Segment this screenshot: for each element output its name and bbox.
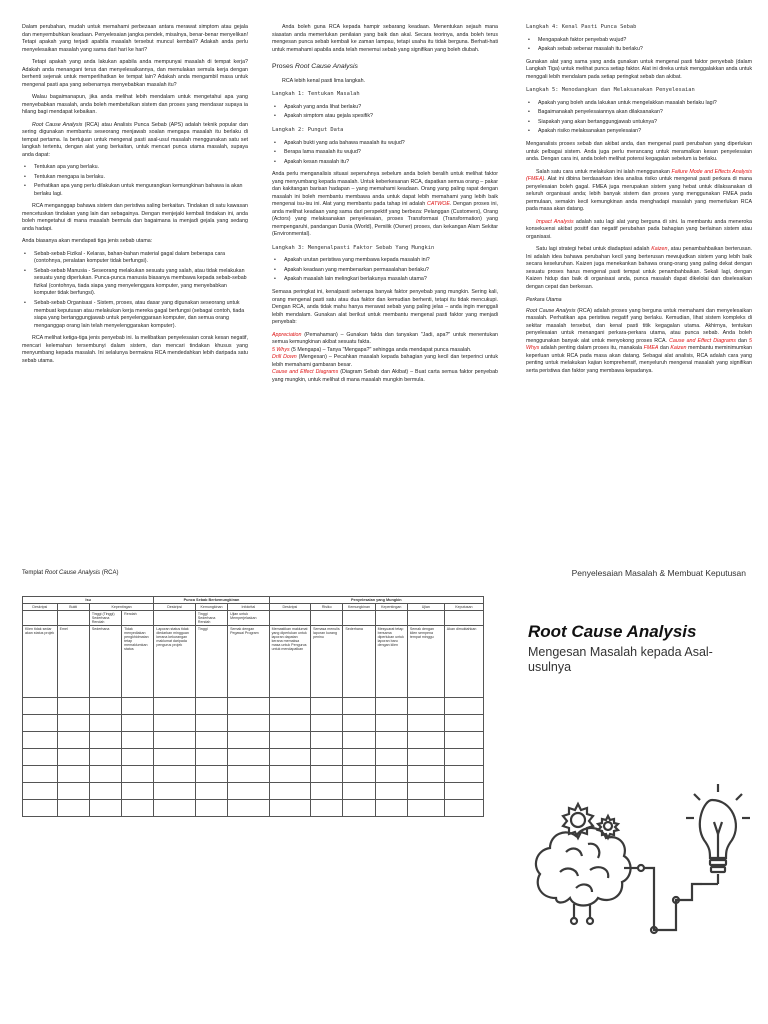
- cell[interactable]: [57, 783, 89, 800]
- cell[interactable]: Sederhana: [343, 626, 375, 698]
- cell[interactable]: [444, 715, 483, 732]
- cell[interactable]: Semasa menulis laporan kurang peninu: [311, 626, 343, 698]
- list: [22, 164, 248, 198]
- text: Satu lagi strategi hebat untuk diadaptasi adalah: [536, 246, 652, 253]
- list-item: • Tentukan mengapa ia berlaku.: [22, 174, 248, 182]
- table-row: [23, 749, 484, 766]
- tool-link[interactable]: FMEA: [643, 345, 659, 352]
- list-item: • Apakah bukti yang ada bahawa masalah itu wujud?: [272, 140, 498, 148]
- cell[interactable]: [407, 766, 444, 783]
- cell[interactable]: [444, 611, 483, 626]
- cell[interactable]: [343, 766, 375, 783]
- group-header: Isu: [23, 597, 154, 604]
- table-row: [23, 732, 484, 749]
- cell[interactable]: [269, 766, 310, 783]
- text: dan: [735, 337, 750, 344]
- column-1: [22, 24, 248, 370]
- brochure-title: Root Cause Analysis: [528, 622, 697, 641]
- cell[interactable]: [311, 611, 343, 626]
- cell[interactable]: [343, 800, 375, 817]
- cell[interactable]: [89, 715, 121, 732]
- cell[interactable]: [23, 732, 58, 749]
- paragraph: [526, 308, 752, 376]
- cell[interactable]: [269, 800, 310, 817]
- list-item: • Apakah masalah lain melingkari berlakunya masalah utama?: [272, 276, 498, 284]
- text: , atau penambahbaikan berterusan. Ini adalah idea bahawa perubahan kecil yang berterusan mewujudkan sistem yang lebih baik secara keseluruhan. Kaizen juga menekankan bahawa orang-orang yang paling dekat dengan sesuatu proses harus mengenal pasti tempat untuk penambahbaikan. Sekali lagi, dengan Kaizen hidup dan baik di organisasi anda, punca masalah dapat dikelolai dan diselesaikan dengan cepat dan berkesan.: [526, 246, 752, 290]
- paragraph: Dalam perubahan, mudah untuk memahami perbezaan antara merawat simptom atau gejala dan menyembuhkan keadaan. Penyelesaian jangka pendek, misalnya, benar-benar menyelikan! Tetapi apakah yang terjadi apabila masalah tersebut muncul kembali? Adakah anda perlu menyelesaikan masalah yang sama dari hari ke hari?: [22, 24, 248, 53]
- paragraph: [526, 246, 752, 291]
- cell[interactable]: [57, 766, 89, 783]
- paragraph: Anda boleh guna RCA kepada hampir sebarang keadaan. Menentukan sejauh mana siasatan anda memerlukan penilaian yang baik dan akal. Secara teorinya, anda boleh terus mengesan punca sebab kembali ke zaman lampau, tetapi usaha itu tidak berguna. Berhati-hati untuk memahami apabila anda telah menemui sebab yang signifikan yang boleh diubah.: [272, 24, 498, 53]
- text: Proses: [272, 63, 296, 71]
- gear-icon: [563, 804, 618, 838]
- paragraph: [526, 219, 752, 242]
- lightbulb-icon: [686, 784, 750, 884]
- paragraph: Menganalisis proses sebab dan akibat anda, dan mengenal pasti perubahan yang diperlukan untuk pelbagai sistem. Anda juga perlu merancang untuk meramalkan kesan penyelesaian anda. Dengan cara ini, anda boleh melihat potensi kegagalan sebelum ia berlaku.: [526, 140, 752, 163]
- list: [272, 104, 498, 121]
- list: [272, 257, 498, 284]
- list-item: • Sebab-sebab Manusia - Seseorang melakukan sesuatu yang salah, atau tidak melakukan sesuatu yang diperlukan. Punca-punca manusia biasanya membawa kepada sebab-sebab fizikal (contohnya, tiada siapa yang menyelenggara komputer, yang menyebabkan komputer tidak berfungsi).: [22, 268, 248, 298]
- cell[interactable]: [311, 732, 343, 749]
- cell[interactable]: [407, 698, 444, 715]
- cell[interactable]: [57, 715, 89, 732]
- cell[interactable]: Klien tidak sedar akan status projek: [23, 626, 58, 698]
- column-header: Bukti: [57, 604, 89, 611]
- list-item: • Apakah yang anda lihat berlaku?: [272, 104, 498, 112]
- table-row: [23, 783, 484, 800]
- cell[interactable]: [89, 800, 121, 817]
- paragraph: Semasa peringkat ini, kenalpasti seberapa banyak faktor penyebab yang mungkin. Sering kali, orang mengenal pasti satu atau dua faktor dan kemudian berhenti, tetapi itu tidak mencukupi. Dengan RCA, anda tidak mahu hanya merawat sebab yang paling jelas – anda ingin menggali lebih mendalam. Gunakan alat berikut untuk membantu mengenal pasti faktor yang menjadi penyebab:: [272, 289, 498, 326]
- text: Templat: [22, 570, 45, 576]
- tool-link[interactable]: Kaizen: [670, 345, 687, 352]
- cell[interactable]: [407, 611, 444, 626]
- paragraph: RCA melihat ketiga-tiga jenis penyebab ini. Ia melibatkan penyelesaian corak kesan negatif, mencari kelemahan tersembunyi dalam sistem, dan mencari tindakan khusus yang menyumbang kepada masalah. Ini selalunya bermakna RCA mendedahkan lebih daripada satu sebab utama.: [22, 335, 248, 364]
- cell[interactable]: Laporan status tidak diedarkan mingguan kerana kekurangan maklumat daripada pengurus projek: [154, 626, 195, 698]
- cell[interactable]: [195, 800, 227, 817]
- list-item: • Sebab-sebab Organisasi - Sistem, proses, atau dasar yang digunakan seseorang untuk membuat keputusan atau melakukan kerja mereka gagal berfungsi (sebagai contoh, tiada siapa yang bertanggungjawab untuk penyelenggaraan komputer, dan semua orang menganggap orang lain telah menyelenggarakan komputer).: [22, 300, 248, 330]
- cell[interactable]: Semak dengan Pegawai Program: [228, 626, 269, 698]
- tool-link[interactable]: 5 Whys: [526, 337, 752, 352]
- cell[interactable]: [269, 715, 310, 732]
- tool-link[interactable]: Appreciation: [272, 331, 302, 338]
- cell[interactable]: Emel: [57, 626, 89, 698]
- step-title: Langkah 3: Mengenalpasti Faktor Sebab Yang Mungkin: [272, 244, 435, 251]
- text: Anda perlu menganalisis situasi sepenuhnya sebelum anda boleh beralih untuk melihat faktor yang menyumbang kepada masalah. Untuk keberkesanan RCA, dapatkan semua orang – pakar dan kakitangan barisan hadapan – yang memahami keadaan. Orang yang paling rapat dengan masalah ini boleh membantu membawa anda untuk dapat lebih memahami yang lebih baik mengenai isu-isu ini. Alat yang membantu pada tahap ini adalah: [272, 171, 498, 208]
- list-item: • Siapakah yang akan bertanggungjawab untuknya?: [526, 119, 752, 127]
- list: [526, 100, 752, 136]
- paragraph: [272, 332, 498, 385]
- column-header: Keputusan: [444, 604, 483, 611]
- cell[interactable]: [228, 800, 269, 817]
- cell[interactable]: [444, 800, 483, 817]
- column-header: Deskripsi: [154, 604, 195, 611]
- cell[interactable]: [122, 698, 154, 715]
- list-item: • Mengapakah faktor penyebab wujud?: [526, 37, 752, 45]
- cell[interactable]: [311, 766, 343, 783]
- list-item: • Apakah yang boleh anda lakukan untuk mengelakkan masalah berlaku lagi?: [526, 100, 752, 108]
- cell[interactable]: [23, 766, 58, 783]
- cell[interactable]: Memastikan maklumat yang diperlukan untuk laporan dapatan kerana memaksa masa untuk Pengurus untuk mendapatkan: [269, 626, 310, 698]
- column-2: [272, 24, 498, 389]
- text: (Pemahaman) – Gunakan fakta dan tanyakan "Jadi, apa?" untuk menentukan semua kemungkinan akibat sesuatu fakta.: [272, 331, 498, 346]
- list-item: • Apakah simptom atau gejala spesifik?: [272, 113, 498, 121]
- cell: Ujian untuk Memperjelaskan: [228, 611, 269, 626]
- cell[interactable]: [154, 800, 195, 817]
- brain-icon: [536, 828, 644, 924]
- cell[interactable]: [375, 715, 407, 732]
- term: Root Cause Analysis: [32, 121, 83, 128]
- tool-link[interactable]: Cause and Effect Diagrams: [669, 337, 736, 344]
- tool-link[interactable]: Impact Analysis: [536, 218, 574, 225]
- cell[interactable]: [122, 800, 154, 817]
- step-title: Langkah 1: Tentukan Masalah: [272, 91, 360, 98]
- cell: Tinggi (Tinggi) Sederhana Rendah: [89, 611, 121, 626]
- cell[interactable]: [154, 715, 195, 732]
- list-item: • Apakah risiko melaksanakan penyelesaian?: [526, 128, 752, 136]
- cell[interactable]: [228, 749, 269, 766]
- text: (RCA) adalah proses yang berguna untuk memahami dan menyelesaikan masalah. Perhatikan apa peristiwa negatif yang berlaku. Kemudian, lihat sistem kompleks di sekitar masalah tersebut, dan kenal pasti titik kegagalan utama. Akhirnya, tentukan penyelesaian untuk menangani perkara-perkara utama, atau punca sebab. Anda boleh menggunakan banyak alat untuk menyokong proses RCA.: [526, 307, 752, 344]
- cell[interactable]: [195, 732, 227, 749]
- cell[interactable]: [311, 698, 343, 715]
- column-3: [526, 24, 752, 380]
- cell[interactable]: [23, 749, 58, 766]
- cell[interactable]: [195, 783, 227, 800]
- cell[interactable]: [407, 715, 444, 732]
- section-title: [272, 62, 498, 72]
- cell[interactable]: [23, 698, 58, 715]
- text: (RCA) atau Analisis Punca Sebab (APS) adalah teknik popular dan sering digunakan membantu seseorang menjawab soalan mengapa masalah itu berlaku di tempat pertama. Ia bertujuan untuk mengenal pasti asal-usul masalah menggunakan satu set langkah tertentu, dengan alat yang berkaitan, untuk mencari punca utama masalah, supaya anda dapat:: [22, 121, 248, 158]
- step-title: Langkah 5: Menodangkan dan Melaksanakan Penyelesaian: [526, 87, 695, 94]
- cell[interactable]: [444, 783, 483, 800]
- cell[interactable]: [122, 766, 154, 783]
- cell[interactable]: [89, 749, 121, 766]
- cell[interactable]: [375, 698, 407, 715]
- table-row: [23, 698, 484, 715]
- text: membantu meminimumkan keperluan untuk RCA pada masa akan datang. Sebagai alat analisis, RCA adalah cara yang penting untuk melakukan kajian komprehensif, menyeluruh mengenal masalah yang signifikan serta peristiwa dan faktor yang membawa kepadanya.: [526, 345, 752, 374]
- cell[interactable]: Tidak menyediakan pengkhidmatan tetap memaklumkan status: [122, 626, 154, 698]
- cell[interactable]: [444, 698, 483, 715]
- cell[interactable]: Mesyuarat tetap bersama diperlukan untuk laporan baru dengan klien: [375, 626, 407, 698]
- cell[interactable]: [407, 732, 444, 749]
- list-item: • Tentukan apa yang berlaku.: [22, 164, 248, 172]
- paragraph: [526, 169, 752, 214]
- cell[interactable]: [343, 611, 375, 626]
- cell[interactable]: [122, 715, 154, 732]
- cell[interactable]: [89, 698, 121, 715]
- template-caption: [22, 570, 119, 576]
- cell: Rendah: [122, 611, 154, 626]
- cell[interactable]: [343, 783, 375, 800]
- cell[interactable]: Semak dengan klien sempena tempat minggu: [407, 626, 444, 698]
- list-item: • Berapa lama masalah itu wujud?: [272, 149, 498, 157]
- list-item: • Apakah urutan peristiwa yang membawa kepada masalah ini?: [272, 257, 498, 265]
- cell[interactable]: [57, 698, 89, 715]
- cell[interactable]: [311, 783, 343, 800]
- tool-link[interactable]: Kaizen: [651, 246, 668, 253]
- list-item: • Sebab-sebab Fizikal - Kelaras, bahan-bahan material gagal dalam beberapa cara (contohnya, peralatan komputer tidak berfungsi).: [22, 251, 248, 266]
- key-points-heading: Perkara Utama: [526, 297, 562, 304]
- brochure-subtitle: Mengesan Masalah kepada Asal-usulnya: [528, 645, 713, 675]
- term: Root Cause Analysis: [295, 63, 358, 71]
- column-header: Deskripsi: [269, 604, 310, 611]
- cell[interactable]: Sederhana: [89, 626, 121, 698]
- list-item: • Apakah keadaan yang membenarkan permasalahan berlaku?: [272, 267, 498, 275]
- cell[interactable]: Tinggi: [195, 626, 227, 698]
- tool-link[interactable]: 5 Whys: [272, 346, 290, 353]
- cell[interactable]: [89, 732, 121, 749]
- text: adalah satu lagi alat yang berguna di sini. Ia membantu anda meneroka konsekuensi akibat positif dan negatif perubahan pada bahagian yang berlainan sistem atau organisasi.: [526, 218, 752, 240]
- text: . Dengan proses ini, anda melihat keadaan yang sama dari perspektif yang berbeza: Pelanggan (Customers), Orang (Actors) yang melaksanakan penyelesaian, proses Transformasi (Transformation) yang mempengaruhi, pandangan Dunia (World), Pemilik (Owner) proses, dan kekangan Alam Sekitar (Environmental).: [272, 201, 498, 238]
- cell[interactable]: [57, 732, 89, 749]
- cell[interactable]: [89, 783, 121, 800]
- column-header: Kepentingan: [375, 604, 407, 611]
- group-header: Punca Sebab Berkemungkinan: [154, 597, 269, 604]
- table-row: [23, 766, 484, 783]
- list: [272, 140, 498, 167]
- cell[interactable]: [311, 749, 343, 766]
- cell[interactable]: [122, 732, 154, 749]
- cell[interactable]: [375, 783, 407, 800]
- cell[interactable]: [311, 800, 343, 817]
- cell[interactable]: [23, 783, 58, 800]
- paragraph: [22, 122, 248, 160]
- text: (Diagram Sebab dan Akibat) – Buat carta semua faktor penyebab yang mungkin, untuk melihat di mana masalah mungkin bermula.: [272, 369, 498, 383]
- cell[interactable]: [57, 749, 89, 766]
- cell[interactable]: [122, 749, 154, 766]
- cell[interactable]: [122, 783, 154, 800]
- list-item: • Apakah sebab sebenar masalah itu berlaku?: [526, 46, 752, 54]
- cell[interactable]: Akan dimuktahkan: [444, 626, 483, 698]
- cell[interactable]: [311, 715, 343, 732]
- term: Root Cause Analysis: [526, 307, 576, 314]
- paragraph: Anda biasanya akan mendapati tiga jenis sebab utama:: [22, 238, 153, 245]
- term: Root Cause Analysis: [44, 570, 101, 576]
- tool-link[interactable]: Failure Mode and Effects Analysis (FMEA): [526, 168, 752, 183]
- cell[interactable]: [444, 732, 483, 749]
- cell[interactable]: [269, 611, 310, 626]
- cell[interactable]: [89, 766, 121, 783]
- tool-link[interactable]: CATWOE: [427, 201, 450, 208]
- paragraph: RCA menganggap bahawa sistem dan peristiwa saling berkaitan. Tindakan di satu kawasan mencetuskan tindakan yang lain dan sebagainya. Dengan menjejaki kembali tindakan ini, anda boleh mengetahui di mana masalah bermula dan bagaimana ia menjadi gejala yang sedang anda hadapi.: [22, 203, 248, 232]
- table-row: [23, 715, 484, 732]
- cell[interactable]: [375, 766, 407, 783]
- cell[interactable]: [228, 783, 269, 800]
- text: Salah satu cara untuk melakukan ini ialah menggunakan: [536, 168, 672, 175]
- list: [526, 37, 752, 54]
- column-header: Deskripsi: [23, 604, 58, 611]
- cell[interactable]: [154, 766, 195, 783]
- cell[interactable]: [57, 611, 89, 626]
- cell[interactable]: [23, 611, 58, 626]
- cell[interactable]: [228, 732, 269, 749]
- cell[interactable]: [375, 611, 407, 626]
- text: (RCA): [100, 570, 119, 576]
- cell[interactable]: [407, 749, 444, 766]
- cell[interactable]: [195, 698, 227, 715]
- step-title: Langkah 2: Pungut Data: [272, 126, 344, 133]
- paragraph: Walau bagaimanapun, jika anda melihat lebih mendalam untuk mengetahui apa yang menyebabkan masalah, anda boleh membetulkan sistem dan proses yang mendasar supaya ia hilang bagi mendapat kebaikan.: [22, 94, 248, 116]
- cell[interactable]: [195, 766, 227, 783]
- cell: Tinggi Sederhana Rendah: [195, 611, 227, 626]
- table-row: [23, 626, 484, 698]
- cell[interactable]: [195, 749, 227, 766]
- cell[interactable]: [444, 766, 483, 783]
- column-header: Kemungkinan: [343, 604, 375, 611]
- cell[interactable]: [343, 715, 375, 732]
- cell[interactable]: [57, 800, 89, 817]
- cell[interactable]: [154, 611, 195, 626]
- column-header: Risiko: [311, 604, 343, 611]
- column-header: Ujian: [407, 604, 444, 611]
- cell[interactable]: [269, 698, 310, 715]
- cell[interactable]: [343, 732, 375, 749]
- cell[interactable]: [269, 749, 310, 766]
- cell[interactable]: [154, 783, 195, 800]
- text: (Mengesan) – Pecahkan masalah kepada bahagian yang kecil dan terperinci untuk lebih memahami gambaran besar.: [272, 354, 498, 368]
- cell[interactable]: [444, 749, 483, 766]
- table-row: [23, 800, 484, 817]
- list-item: • Bagaimanakah penyelesaiannya akan dilaksanakan?: [526, 109, 752, 117]
- cell[interactable]: [407, 800, 444, 817]
- text: adalah penting dalam proses itu, manakala: [539, 345, 644, 352]
- cell[interactable]: [375, 800, 407, 817]
- page-header: Penyelesaian Masalah & Membuat Keputusan: [571, 568, 746, 578]
- column-header: Infokrital: [228, 604, 269, 611]
- cell[interactable]: [343, 749, 375, 766]
- column-header: Kemungkinan: [195, 604, 227, 611]
- cell[interactable]: [228, 698, 269, 715]
- tool-link[interactable]: Drill Down: [272, 354, 297, 361]
- cell[interactable]: [154, 732, 195, 749]
- paragraph: RCA lebih kenal pasti lima langkah.: [282, 77, 366, 84]
- cell[interactable]: [269, 783, 310, 800]
- table: [22, 596, 484, 817]
- paragraph: Tetapi apakah yang anda lakukan apabila anda mempunyai masalah di tempat kerja? Adakah anda menangani terus dan menyelesaikannya, dan memulakan semula kerja dengan berhenti sejenak untuk memperlihatkan ke tempat lain? Adakah anda mengambil masa untuk mengenal pasti apa yang sebenarnya menyebabkan masalah itu?: [22, 59, 248, 88]
- cell[interactable]: [23, 715, 58, 732]
- group-header: Penyelesaian yang Mungkin: [269, 597, 483, 604]
- cell[interactable]: [195, 715, 227, 732]
- column-header: Kepentingan: [89, 604, 154, 611]
- rca-template-table: [22, 596, 484, 817]
- cell[interactable]: [154, 698, 195, 715]
- cell[interactable]: [23, 800, 58, 817]
- paragraph: Gunakan alat yang sama yang anda gunakan untuk mengenal pasti faktor penyebab (dalam Langkah Tiga) untuk melihat punca setiap faktor. Alat ini direka untuk menggalakkan anda untuk menggali lebih mendalam pada setiap peringkat sebab dan akibat.: [526, 58, 752, 80]
- tool-link[interactable]: Cause and Effect Diagrams: [272, 369, 339, 376]
- text: (5 Mengapa) – Tanya "Mengapa?" sehingga anda mendapat punca masalah.: [289, 346, 472, 353]
- text: . Alat ini dibina berdasarkan idea analisa risiko untuk mengenal pasti perkara di mana penyelesaian boleh gagal. FMEA juga merupakan sistem yang hebat untuk dilaksanakan di seluruh organisasi anda; lebih banyak sistem dan proses yang menggunakan FMEA pada permulaan, semakin kecil kemungkinan anda menghadapi masalah yang memerlukan RCA pada masa akan datang.: [526, 176, 752, 213]
- list-item: • Perhatikan apa yang perlu dilakukan untuk mengurangkan kemungkinan bahawa ia akan berlaku lagi.: [22, 183, 248, 198]
- cell[interactable]: [375, 732, 407, 749]
- cell[interactable]: [228, 766, 269, 783]
- paragraph: [272, 171, 498, 239]
- cell[interactable]: [154, 749, 195, 766]
- list: [22, 251, 248, 330]
- connector-line: [644, 868, 702, 933]
- cell[interactable]: [407, 783, 444, 800]
- cell[interactable]: [343, 698, 375, 715]
- rca-illustration: [526, 780, 752, 990]
- step-title: Langkah 4: Kenal Pasti Punca Sebab: [526, 24, 637, 30]
- cell[interactable]: [228, 715, 269, 732]
- cell[interactable]: [269, 732, 310, 749]
- cell[interactable]: [375, 749, 407, 766]
- text: dan: [658, 345, 671, 352]
- list-item: • Apakah kesan masalah itu?: [272, 159, 498, 167]
